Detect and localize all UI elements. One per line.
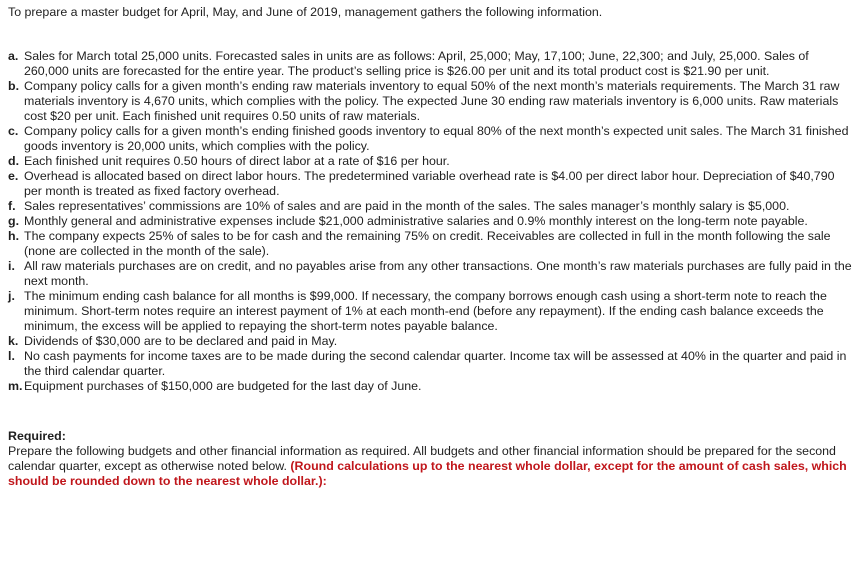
information-list [8, 49, 855, 394]
list-item-k [8, 334, 855, 349]
required-text: Prepare the following budgets and other financial information as required. All budgets and other financial information should be prepared for the second calendar quarter, except as otherwise noted below. [8, 444, 836, 473]
item-marker: d. [8, 154, 20, 168]
item-text: Company policy calls for a given month’s ending finished goods inventory to equal 80% of the next month’s expected unit sales. The March 31 finished goods inventory is 20,000 units, which complies with the policy. [24, 124, 849, 153]
item-text: Dividends of $30,000 are to be declared and paid in May. [24, 334, 338, 348]
list-item-b [8, 79, 855, 124]
required-instructions [8, 444, 855, 489]
item-text: Company policy calls for a given month’s ending raw materials inventory to equal 50% of the next month’s materials requirements. The March 31 raw materials inventory is 4,670 units, which complies with the policy. The expected June 30 ending raw materials inventory is 6,000 units. Raw materials cost $20 per unit. Each finished unit requires 0.50 units of raw materials. [24, 79, 840, 123]
item-marker: g. [8, 214, 20, 228]
item-marker: e. [8, 169, 19, 183]
required-section [8, 429, 855, 489]
list-item-m [8, 379, 855, 394]
item-marker: j. [8, 289, 15, 303]
list-item-a [8, 49, 855, 79]
item-text: Sales for March total 25,000 units. Forecasted sales in units are as follows: April, 25,000; May, 17,100; June, 22,300; and July, 25,000. Sales of 260,000 units are forecasted for the entire year. The product’s selling price is $26.00 per unit and its total product cost is $21.90 per unit. [24, 49, 809, 78]
item-marker: b. [8, 79, 20, 93]
item-marker: c. [8, 124, 19, 138]
list-item-j [8, 289, 855, 334]
item-marker: k. [8, 334, 19, 348]
item-text: All raw materials purchases are on credit, and no payables arise from any other transactions. One month’s raw materials purchases are fully paid in the next month. [24, 259, 852, 288]
item-marker: a. [8, 49, 19, 63]
list-item-h [8, 229, 855, 259]
intro-text: To prepare a master budget for April, May, and June of 2019, management gathers the following information. [8, 5, 603, 19]
item-marker: f. [8, 199, 16, 213]
item-text: Equipment purchases of $150,000 are budgeted for the last day of June. [24, 379, 422, 393]
list-item-f [8, 199, 855, 214]
item-marker: h. [8, 229, 20, 243]
item-text: Sales representatives’ commissions are 10% of sales and are paid in the month of the sales. The sales manager’s monthly salary is $5,000. [24, 199, 790, 213]
item-marker: i. [8, 259, 15, 273]
item-text: Monthly general and administrative expenses include $21,000 administrative salaries and 0.9% monthly interest on the long-term note payable. [24, 214, 808, 228]
item-marker: m. [8, 379, 23, 393]
list-item-g [8, 214, 855, 229]
list-item-e [8, 169, 855, 199]
list-item-c [8, 124, 855, 154]
item-text: No cash payments for income taxes are to be made during the second calendar quarter. Income tax will be assessed at 40% in the quarter and paid in the third calendar quarter. [24, 349, 847, 378]
list-item-i [8, 259, 855, 289]
rounding-note: (Round calculations up to the nearest whole dollar, except for the amount of cash sales, which should be rounded down to the nearest whole dollar.): [8, 459, 847, 488]
required-heading: Required: [8, 429, 66, 443]
list-item-l [8, 349, 855, 379]
list-item-d [8, 154, 855, 169]
item-marker: l. [8, 349, 15, 363]
item-text: Each finished unit requires 0.50 hours of direct labor at a rate of $16 per hour. [24, 154, 450, 168]
item-text: Overhead is allocated based on direct labor hours. The predetermined variable overhead rate is $4.00 per direct labor hour. Depreciation of $40,790 per month is treated as fixed factory overhead. [24, 169, 835, 198]
item-text: The minimum ending cash balance for all months is $99,000. If necessary, the company borrows enough cash using a short-term note to reach the minimum. Short-term notes require an interest payment of 1% at each month-end (before any repayment). If the ending cash balance exceeds the minimum, the excess will be applied to repaying the short-term notes payable balance. [24, 289, 827, 333]
item-text: The company expects 25% of sales to be for cash and the remaining 75% on credit. Receivables are collected in full in the month following the sale (none are collected in the month of the sale). [24, 229, 831, 258]
